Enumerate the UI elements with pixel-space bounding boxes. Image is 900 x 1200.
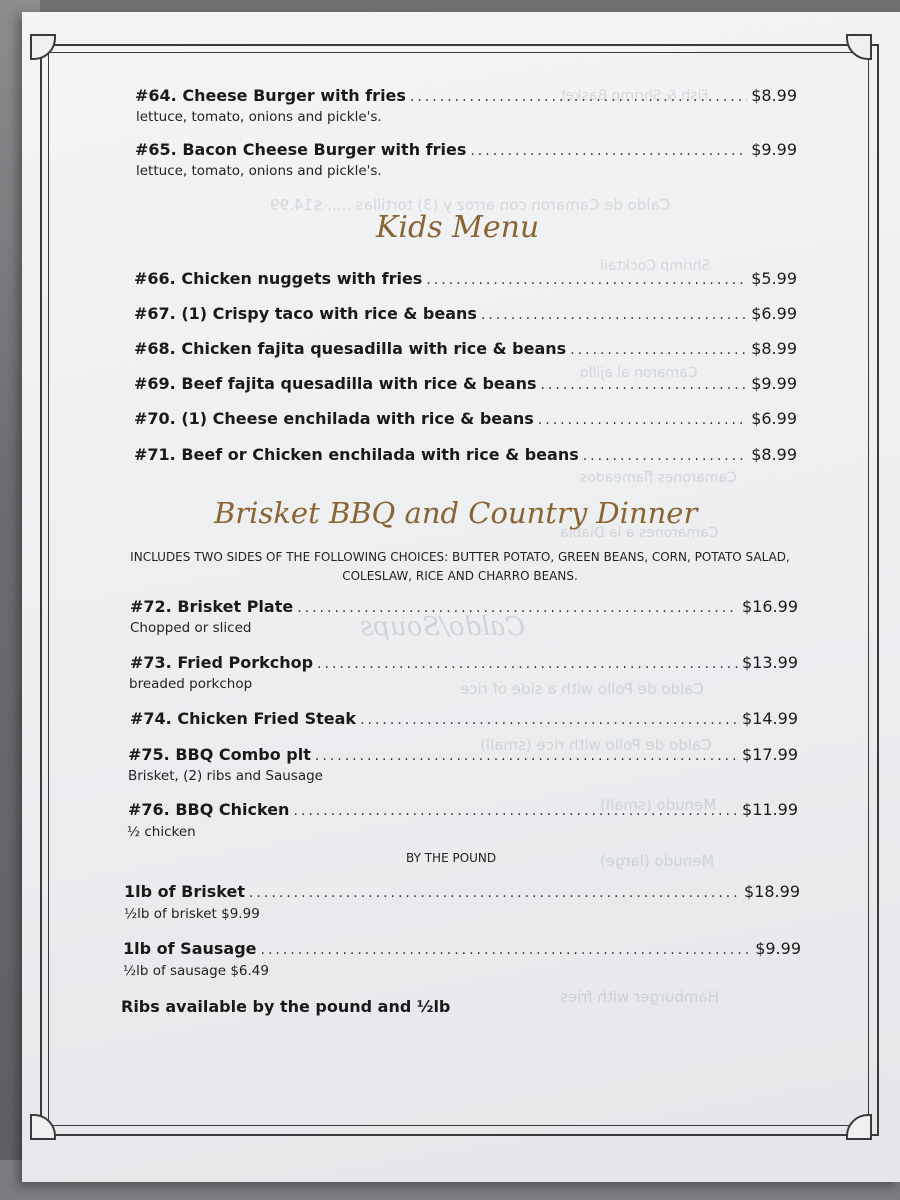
item-name: 1lb of Sausage xyxy=(123,939,257,958)
item-name: #67. (1) Crispy taco with rice & beans xyxy=(134,304,477,323)
leader-dots xyxy=(317,656,738,672)
show-through-text: Caldo/Soups xyxy=(360,612,525,642)
item-price: $6.99 xyxy=(751,409,797,428)
item-price: $17.99 xyxy=(742,745,798,764)
item-name: #75. BBQ Combo plt xyxy=(128,745,311,764)
menu-item xyxy=(134,269,797,288)
menu-item xyxy=(128,800,798,819)
leader-dots xyxy=(481,307,747,323)
item-price: $9.99 xyxy=(751,374,797,393)
item-name: #65. Bacon Cheese Burger with fries xyxy=(135,140,467,159)
leader-dots xyxy=(360,712,738,728)
item-name: #69. Beef fajita quesadilla with rice & beans xyxy=(134,374,537,393)
item-name: #68. Chicken fajita quesadilla with rice & beans xyxy=(134,339,567,358)
show-through-text: Caldo de Camaron con arroz y (3) tortillas ..... $14.99 xyxy=(270,196,671,214)
item-price: $11.99 xyxy=(742,800,798,819)
leader-dots xyxy=(538,412,747,428)
menu-item xyxy=(123,939,801,958)
leader-dots xyxy=(293,803,738,819)
item-description: lettuce, tomato, onions and pickle's. xyxy=(136,163,382,179)
menu-item xyxy=(134,374,797,393)
menu-item xyxy=(130,597,798,616)
show-through-text: Hamburger with fries xyxy=(560,988,719,1006)
menu-item xyxy=(134,445,797,464)
item-price: $14.99 xyxy=(742,709,798,728)
item-price: $16.99 xyxy=(742,597,798,616)
menu-item xyxy=(134,339,797,358)
item-description: lettuce, tomato, onions and pickle's. xyxy=(136,109,382,125)
item-name: #76. BBQ Chicken xyxy=(128,800,290,819)
menu-item xyxy=(134,304,797,323)
by-the-pound-heading: BY THE POUND xyxy=(406,851,497,865)
item-price: $8.99 xyxy=(751,86,797,105)
leader-dots xyxy=(261,942,752,958)
item-name: #71. Beef or Chicken enchilada with rice & beans xyxy=(134,445,579,464)
item-name: #70. (1) Cheese enchilada with rice & beans xyxy=(134,409,534,428)
menu-item xyxy=(130,709,798,728)
show-through-text: Fish & Shrimp Basket xyxy=(560,88,709,104)
item-description: ½lb of sausage $6.49 xyxy=(123,963,269,979)
sides-notice xyxy=(100,548,820,586)
menu-item xyxy=(135,140,797,159)
show-through-text: Shrimp Cocktail xyxy=(600,258,711,274)
leader-dots xyxy=(426,272,747,288)
ribs-note: Ribs available by the pound and ½lb xyxy=(121,997,451,1016)
item-description: Chopped or sliced xyxy=(130,620,252,636)
item-price: $18.99 xyxy=(744,882,800,901)
item-price: $9.99 xyxy=(755,939,801,958)
item-price: $5.99 xyxy=(751,269,797,288)
item-description: ½ chicken xyxy=(127,824,196,840)
section-title-bbq: Brisket BBQ and Country Dinner xyxy=(214,496,698,530)
show-through-text: Caldo de Pollo with a side of rice xyxy=(460,680,704,698)
sides-notice-line: INCLUDES TWO SIDES OF THE FOLLOWING CHOICES: BUTTER POTATO, GREEN BEANS, CORN, POTATO SALAD, xyxy=(130,550,790,564)
leader-dots xyxy=(249,885,740,901)
item-price: $9.99 xyxy=(751,140,797,159)
item-name: #66. Chicken nuggets with fries xyxy=(134,269,423,288)
leader-dots xyxy=(315,748,738,764)
item-price: $6.99 xyxy=(751,304,797,323)
item-price: $13.99 xyxy=(742,653,798,672)
leader-dots xyxy=(410,89,747,105)
section-title-kids: Kids Menu xyxy=(376,210,540,245)
leader-dots xyxy=(470,143,747,159)
leader-dots xyxy=(583,448,747,464)
item-description: ½lb of brisket $9.99 xyxy=(124,906,260,922)
leader-dots xyxy=(297,600,738,616)
item-price: $8.99 xyxy=(751,445,797,464)
item-price: $8.99 xyxy=(751,339,797,358)
menu-item xyxy=(124,882,800,901)
sides-notice-line: COLESLAW, RICE AND CHARRO BEANS. xyxy=(342,569,578,583)
item-name: #73. Fried Porkchop xyxy=(130,653,314,672)
menu-item xyxy=(128,745,798,764)
show-through-text: Caldo de Pollo with rice (small) xyxy=(480,736,712,754)
item-name: #72. Brisket Plate xyxy=(130,597,294,616)
item-description: breaded porkchop xyxy=(129,676,253,692)
item-name: #64. Cheese Burger with fries xyxy=(135,86,406,105)
show-through-text: Menudo (large) xyxy=(600,852,715,870)
item-name: 1lb of Brisket xyxy=(124,882,245,901)
menu-item xyxy=(130,653,798,672)
show-through-text: Camaron al ajillo xyxy=(580,365,698,381)
item-name: #74. Chicken Fried Steak xyxy=(130,709,357,728)
item-description: Brisket, (2) ribs and Sausage xyxy=(128,768,323,784)
leader-dots xyxy=(570,342,747,358)
menu-item xyxy=(135,86,797,105)
show-through-text: Camarones flameados xyxy=(580,470,737,486)
show-through-text: Menudo (small) xyxy=(600,796,717,814)
menu-item xyxy=(134,409,797,428)
leader-dots xyxy=(540,377,747,393)
show-through-text: Camarones a la Diabla xyxy=(560,525,719,541)
